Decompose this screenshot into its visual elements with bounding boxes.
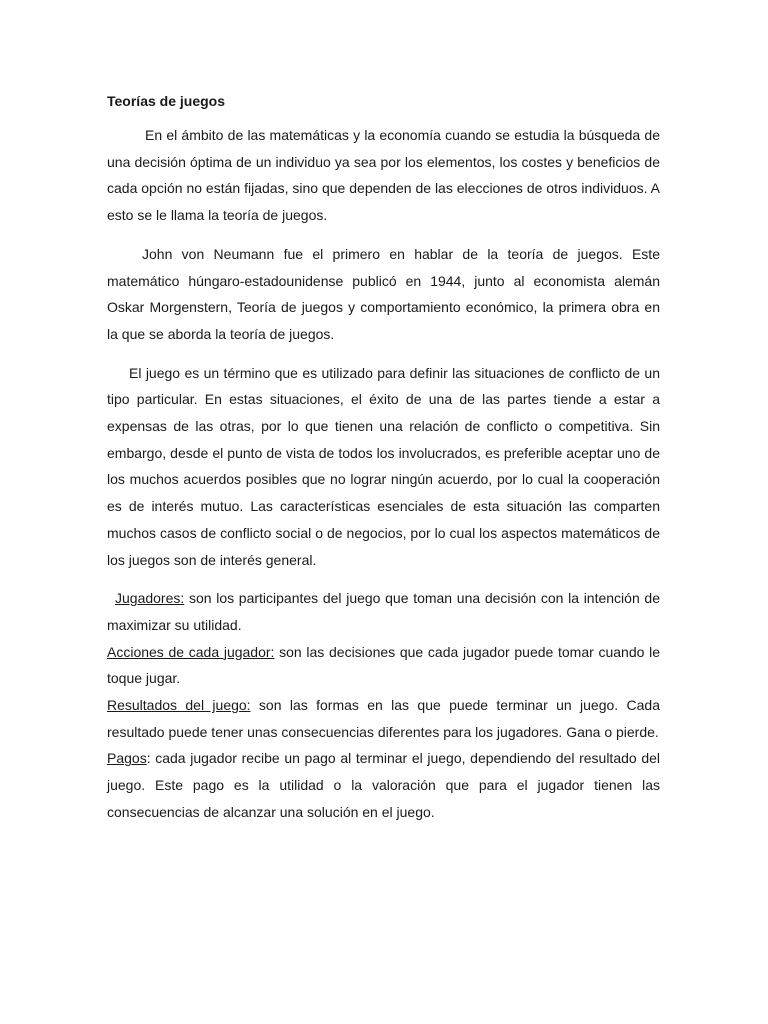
definition-text: son los participantes del juego que toman una decisión con la intención de maximizar su utilidad. bbox=[107, 590, 660, 633]
paragraph-definition: En el ámbito de las matemáticas y la economía cuando se estudia la búsqueda de una decisión óptima de un individuo ya sea por los elementos, los costes y beneficios de cada opción no están fijadas, sino que dependen de las elecciones de otros individuos. A esto se le llama la teoría de juegos. bbox=[107, 127, 660, 224]
document-title: Teorías de juegos bbox=[107, 93, 225, 109]
definition-text: son las decisiones que cada jugador puede tomar cuando le toque jugar. bbox=[107, 643, 661, 687]
definition-item-acciones bbox=[107, 639, 660, 692]
definition-text: son las formas en las que puede terminar un juego. Cada resultado puede tener unas consecuencias diferentes para los jugadores. Gana o pierde. bbox=[107, 697, 660, 740]
definition-item-jugadores bbox=[107, 585, 660, 638]
document-page bbox=[107, 88, 660, 826]
definitions-list bbox=[107, 585, 660, 825]
definition-term: Resultados del juego: bbox=[107, 697, 251, 714]
paragraph-game-concept: El juego es un término que es utilizado para definir las situaciones de conflicto de un tipo particular. En estas situaciones, el éxito de una de las partes tiende a estar a expensas de las otras, por lo que tienen una relación de conflicto o competitiva. Sin embargo, desde el punto de vista de todos los involucrados, es preferible aceptar uno de los muchos acuerdos posibles que no lograr ningún acuerdo, por lo cual la cooperación es de interés mutuo. Las características esenciales de esta situación las comparten muchos casos de conflicto social o de negocios, por lo cual los aspectos matemáticos de los juegos son de interés general. bbox=[107, 364, 660, 568]
definition-item-pagos bbox=[107, 745, 660, 825]
definition-term: Jugadores: bbox=[115, 590, 185, 607]
definition-text: : cada jugador recibe un pago al terminar el juego, dependiendo del resultado del juego. Este pago es la utilidad o la valoración que para el jugador tienen las consecuencias de alcanzar una solución en el juego. bbox=[107, 750, 660, 820]
definition-item-resultados bbox=[107, 692, 660, 745]
definition-term: Pagos bbox=[107, 750, 147, 767]
paragraph-history: John von Neumann fue el primero en hablar de la teoría de juegos. Este matemático húngaro-estadounidense publicó en 1944, junto al economista alemán Oskar Morgenstern, Teoría de juegos y comportamiento económico, la primera obra en la que se aborda la teoría de juegos. bbox=[107, 245, 660, 342]
definition-term: Acciones de cada jugador: bbox=[107, 643, 275, 660]
